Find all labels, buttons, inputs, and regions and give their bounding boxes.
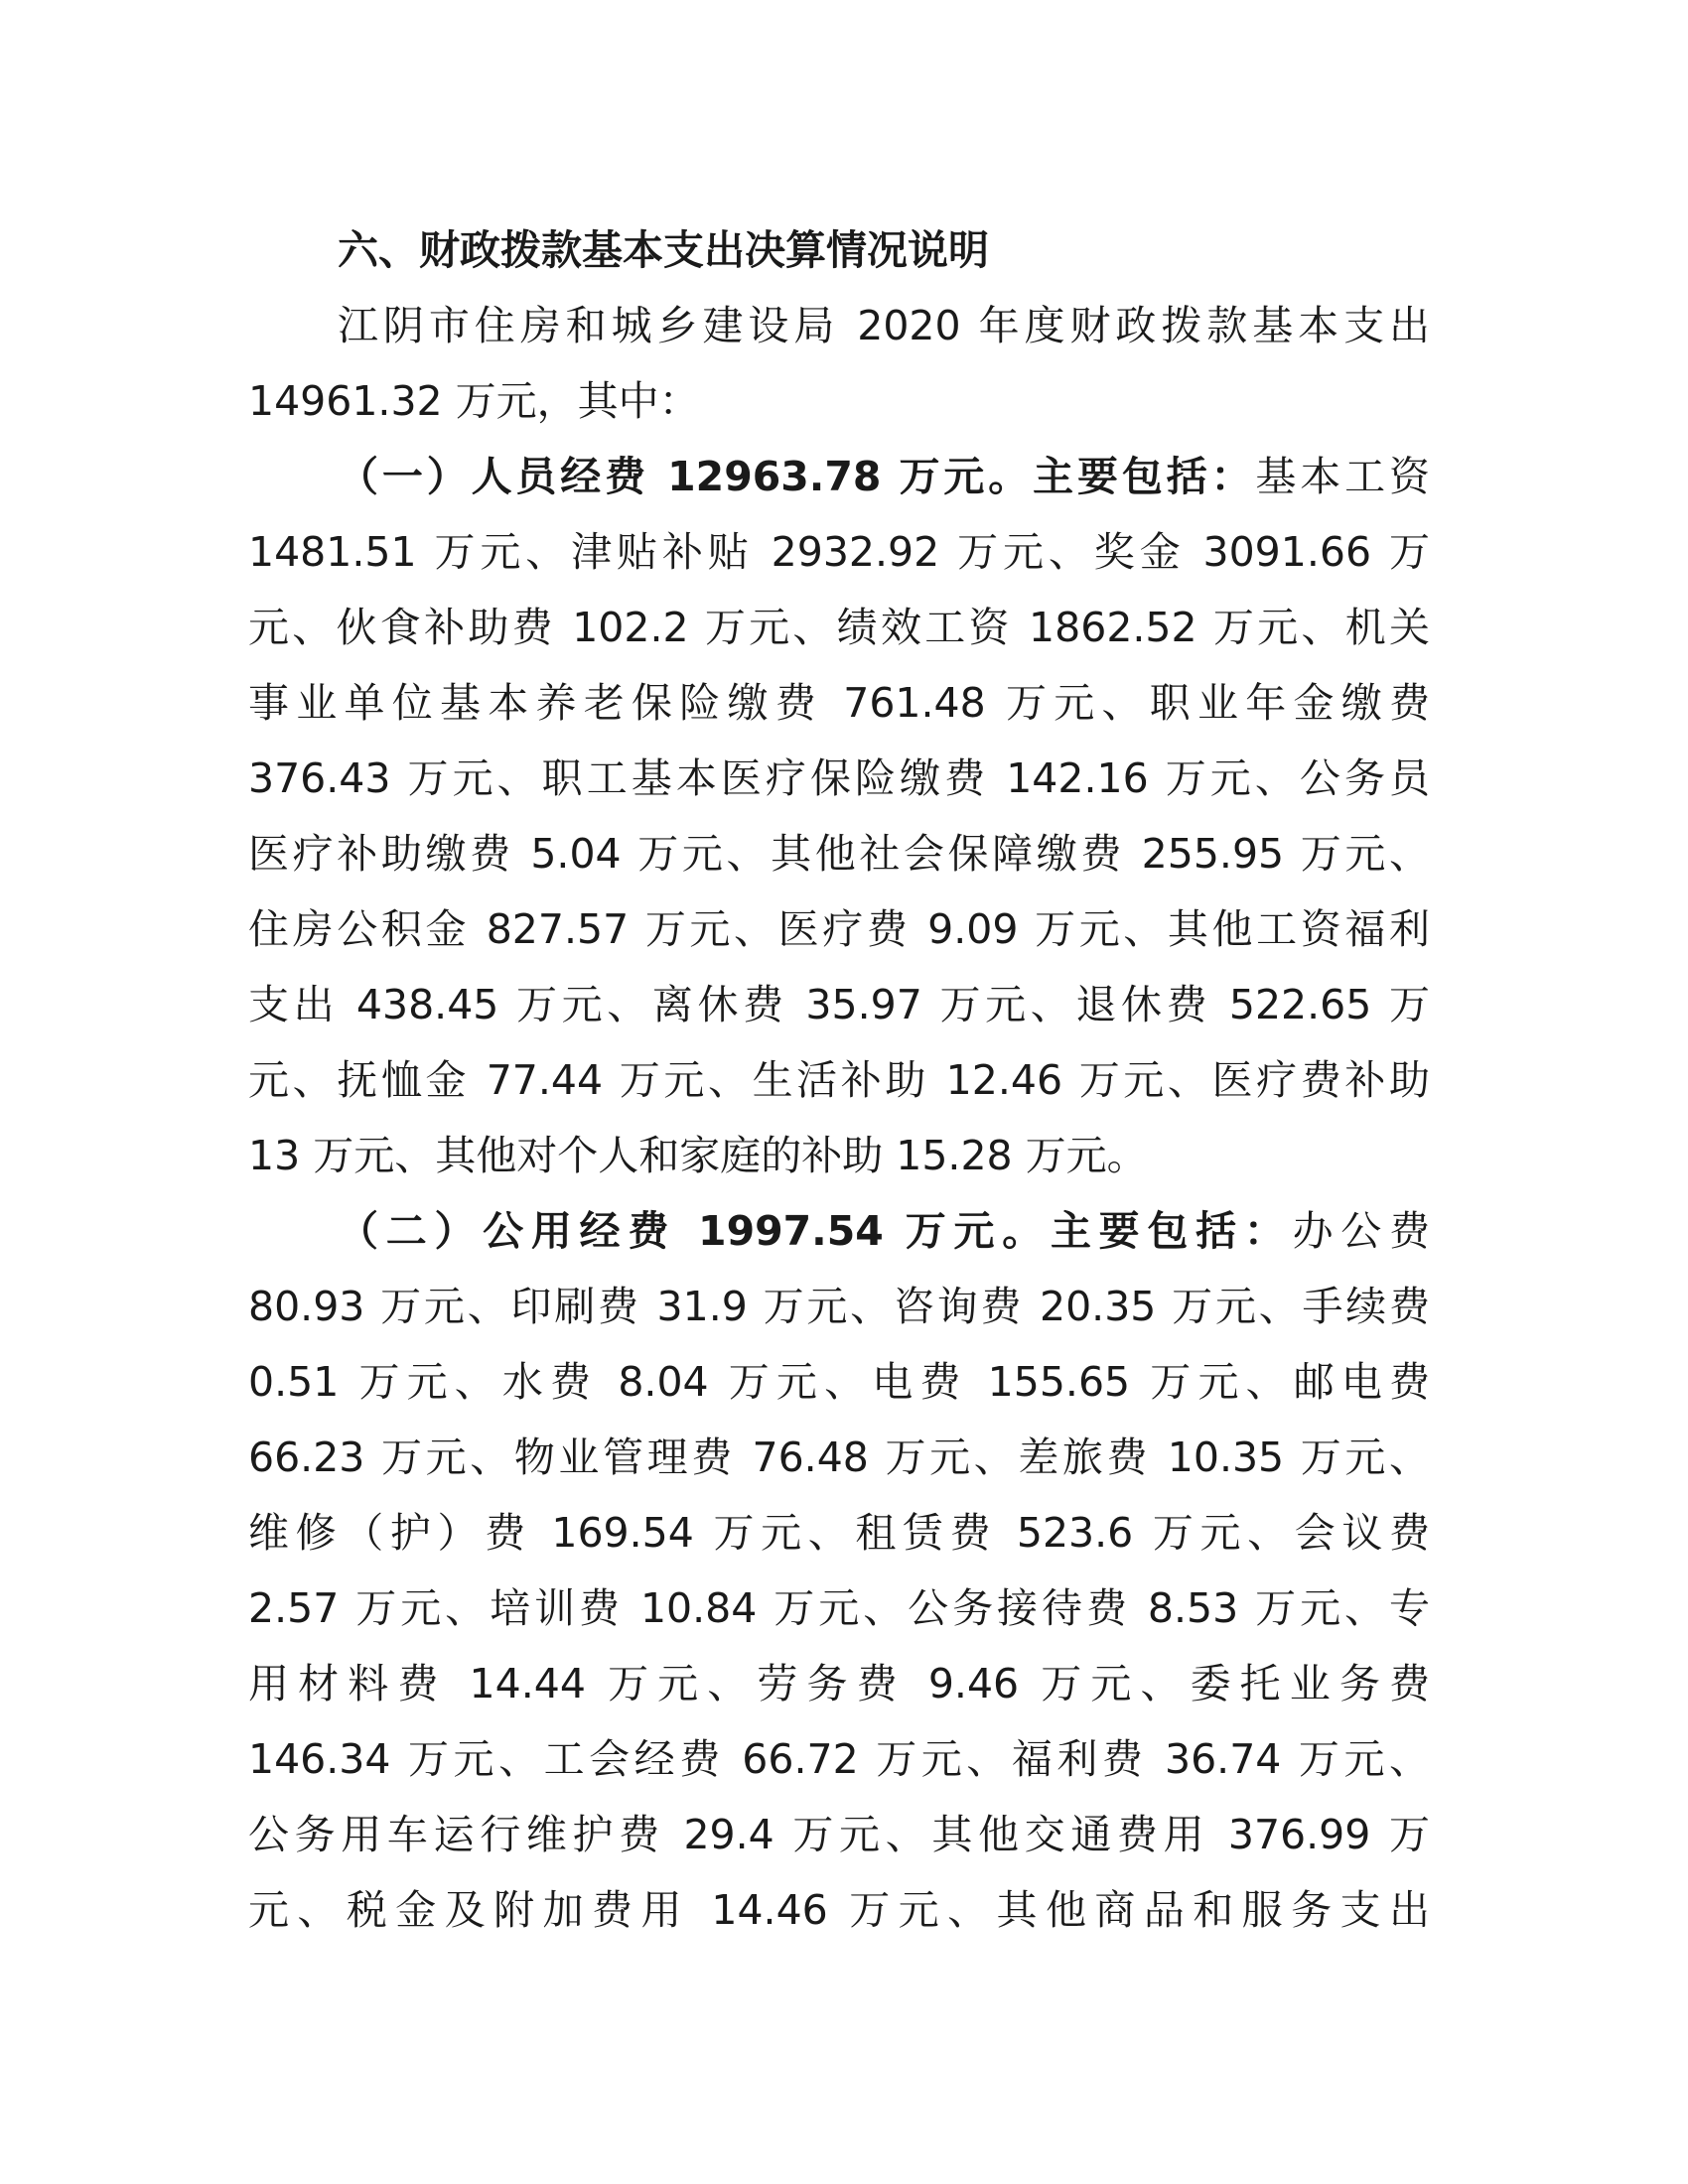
personnel-line-2: 元、伙食补助费 102.2 万元、绩效工资 1862.52 万元、机关 bbox=[248, 604, 1430, 651]
personnel-line-9: 13 万元、其他对个人和家庭的补助 15.28 万元。 bbox=[248, 1132, 1148, 1179]
public-line-9: 元、税金及附加费用 14.46 万元、其他商品和服务支出 bbox=[248, 1886, 1430, 1934]
public-line-5: 2.57 万元、培训费 10.84 万元、公务接待费 8.53 万元、专 bbox=[248, 1584, 1430, 1632]
intro-line-1: 江阴市住房和城乡建设局 2020 年度财政拨款基本支出 bbox=[338, 302, 1430, 349]
personnel-line-7: 支出 438.45 万元、离休费 35.97 万元、退休费 522.65 万 bbox=[248, 981, 1430, 1028]
personnel-line-8: 元、抚恤金 77.44 万元、生活补助 12.46 万元、医疗费补助 bbox=[248, 1056, 1430, 1104]
public-lead-rest: 办公费 bbox=[1292, 1207, 1431, 1255]
personnel-line-1: 1481.51 万元、津贴补贴 2932.92 万元、奖金 3091.66 万 bbox=[248, 528, 1430, 576]
document-page bbox=[248, 212, 1430, 1948]
public-lead: （二）公用经费 1997.54 万元。主要包括： bbox=[338, 1207, 1293, 1255]
personnel-lead: （一）人员经费 12963.78 万元。主要包括： bbox=[338, 453, 1256, 500]
public-line-2: 0.51 万元、水费 8.04 万元、电费 155.65 万元、邮电费 bbox=[248, 1358, 1430, 1406]
public-line-4: 维修（护）费 169.54 万元、租赁费 523.6 万元、会议费 bbox=[248, 1509, 1430, 1557]
section-heading: 六、财政拨款基本支出决算情况说明 bbox=[338, 226, 989, 274]
personnel-lead-rest: 基本工资 bbox=[1255, 453, 1430, 500]
public-line-6: 用材料费 14.44 万元、劳务费 9.46 万元、委托业务费 bbox=[248, 1660, 1430, 1707]
public-line-1: 80.93 万元、印刷费 31.9 万元、咨询费 20.35 万元、手续费 bbox=[248, 1283, 1430, 1330]
public-line-8: 公务用车运行维护费 29.4 万元、其他交通费用 376.99 万 bbox=[248, 1811, 1430, 1858]
public-line-7: 146.34 万元、工会经费 66.72 万元、福利费 36.74 万元、 bbox=[248, 1735, 1430, 1783]
personnel-line-4: 376.43 万元、职工基本医疗保险缴费 142.16 万元、公务员 bbox=[248, 754, 1430, 802]
personnel-line-5: 医疗补助缴费 5.04 万元、其他社会保障缴费 255.95 万元、 bbox=[248, 830, 1430, 878]
intro-line-2: 14961.32 万元，其中： bbox=[248, 377, 700, 425]
personnel-line-6: 住房公积金 827.57 万元、医疗费 9.09 万元、其他工资福利 bbox=[248, 905, 1430, 953]
personnel-lead-line bbox=[248, 439, 1430, 514]
public-line-3: 66.23 万元、物业管理费 76.48 万元、差旅费 10.35 万元、 bbox=[248, 1433, 1430, 1481]
personnel-line-3: 事业单位基本养老保险缴费 761.48 万元、职业年金缴费 bbox=[248, 679, 1430, 727]
public-lead-line bbox=[248, 1193, 1430, 1269]
